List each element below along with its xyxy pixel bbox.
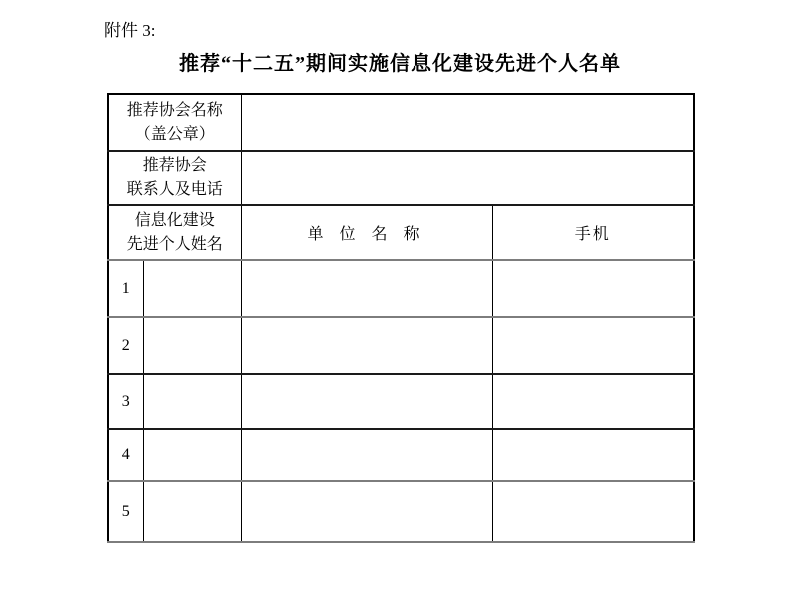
mobile-cell	[492, 317, 694, 374]
entry-row	[108, 317, 694, 374]
mobile-cell	[492, 260, 694, 317]
person-name-cell	[143, 429, 241, 481]
unit-name-cell	[241, 481, 492, 542]
entry-row	[108, 260, 694, 317]
mobile-header-cell: 手机	[492, 205, 694, 260]
mobile-cell	[492, 481, 694, 542]
unit-name-cell	[241, 374, 492, 429]
entry-row	[108, 374, 694, 429]
assoc-name-label-line2: （盖公章）	[134, 125, 215, 143]
person-name-cell	[143, 317, 241, 374]
row-number-cell: 5	[108, 481, 143, 542]
entry-row	[108, 481, 694, 542]
entry-row	[108, 429, 694, 481]
assoc-contact-label-line1: 推荐协会	[142, 157, 207, 174]
assoc-contact-row	[108, 151, 694, 205]
mobile-cell	[492, 374, 694, 429]
unit-name-cell	[241, 317, 492, 374]
recommendation-table	[107, 93, 695, 543]
unit-name-cell	[241, 429, 492, 481]
person-name-cell	[143, 374, 241, 429]
row-number-cell: 1	[108, 260, 143, 317]
assoc-name-value-cell	[241, 94, 694, 151]
assoc-name-row	[108, 94, 694, 151]
unit-name-cell	[241, 260, 492, 317]
person-name-label-line1: 信息化建设	[134, 211, 215, 229]
row-number-cell: 3	[108, 374, 143, 429]
person-name-cell	[143, 481, 241, 542]
assoc-contact-value-cell	[241, 151, 694, 205]
person-name-label-line2: 先进个人姓名	[126, 235, 223, 253]
mobile-cell	[492, 429, 694, 481]
assoc-name-label-cell	[108, 94, 241, 151]
person-name-cell	[143, 260, 241, 317]
page-title: 推荐“十二五”期间实施信息化建设先进个人名单	[179, 53, 621, 75]
column-header-row	[108, 205, 694, 260]
assoc-contact-label-line2: 联系人及电话	[126, 181, 223, 198]
assoc-name-label-line1: 推荐协会名称	[126, 101, 223, 119]
assoc-contact-label-cell	[108, 151, 241, 205]
person-name-label-cell	[108, 205, 241, 260]
row-number-cell: 2	[108, 317, 143, 374]
row-number-cell: 4	[108, 429, 143, 481]
unit-name-header-cell: 单 位 名 称	[241, 205, 492, 260]
attachment-label: 附件 3:	[104, 21, 156, 40]
